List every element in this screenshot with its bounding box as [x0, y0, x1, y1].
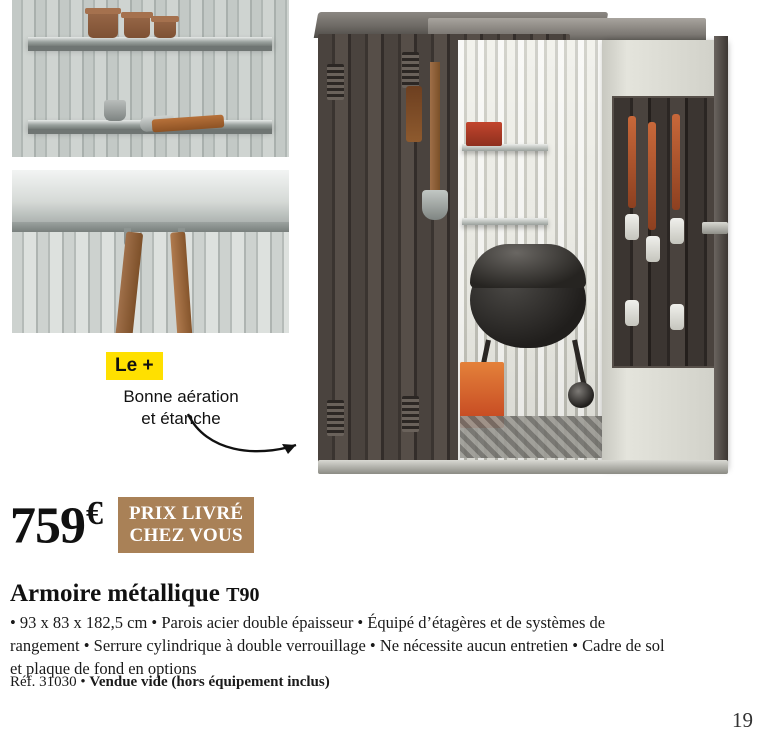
le-plus-badge: Le +: [106, 352, 163, 380]
reference-number: Réf. 31030 •: [10, 674, 90, 690]
price-block: [10, 494, 440, 556]
interior-spade-handle: [430, 62, 440, 192]
door-tool-clip: [646, 236, 660, 262]
barbecue-lid: [470, 244, 586, 288]
barbecue-wheel: [568, 382, 594, 408]
product-reference: [10, 674, 330, 691]
door-hanging-tool: [628, 116, 636, 208]
delivery-badge-line-2: CHEZ VOUS: [129, 524, 243, 546]
ventilation-grill-icon: [327, 64, 344, 100]
hanging-brush: [406, 86, 422, 142]
feature-callout: [106, 352, 316, 452]
door-tool-clip: [670, 218, 684, 244]
cabinet-base: [318, 460, 728, 474]
flower-pot: [88, 8, 118, 38]
page-number: 19: [732, 708, 753, 732]
metal-cup: [104, 100, 126, 121]
ventilation-grill-icon: [327, 400, 344, 436]
shelf-top-edge: [28, 46, 272, 51]
door-hanging-tool: [648, 122, 656, 230]
ventilation-grill-icon: [402, 396, 419, 432]
cabinet-ceiling: [12, 170, 289, 222]
currency-symbol: €: [86, 495, 102, 533]
product-model: T90: [226, 584, 260, 606]
price-amount: 759: [10, 497, 85, 555]
interior-spade-blade: [422, 190, 448, 220]
delivery-badge-line-1: PRIX LIVRÉ: [129, 503, 244, 525]
tool-rail: [12, 222, 289, 232]
door-handle: [702, 222, 728, 234]
product-description: • 93 x 83 x 182,5 cm • Parois acier double épaisseur • Équipé d’étagères et de systèmes de rangement • Serrure cylindrique à double verrouillage • Ne nécessite aucun entretien • Cadre de sol et plaque de fond en options: [10, 613, 665, 678]
door-tool-clip: [670, 304, 684, 330]
thumbnail-hanging-tools[interactable]: [12, 170, 289, 333]
flower-pot: [154, 16, 176, 38]
price-value: [10, 495, 102, 555]
reference-note: Vendue vide (hors équipement inclus): [89, 674, 330, 690]
thumbnail-shelf-with-pots[interactable]: [12, 0, 289, 157]
curved-arrow-icon: [184, 408, 314, 458]
interior-shelf: [462, 218, 548, 225]
ventilation-grill-icon: [402, 52, 419, 88]
delivery-badge: [118, 497, 254, 553]
product-title: [10, 580, 260, 608]
door-tool-clip: [625, 214, 639, 240]
door-hanging-tool: [672, 114, 680, 210]
stored-box: [466, 122, 502, 146]
floor-plate: [460, 416, 616, 458]
product-title-text: Armoire métallique: [10, 580, 220, 607]
callout-line-1: Bonne aération: [123, 387, 239, 406]
door-tool-clip: [625, 300, 639, 326]
flower-pot: [124, 12, 150, 38]
main-product-photo[interactable]: [310, 4, 760, 488]
shelf-top: [28, 37, 272, 46]
callout-line-2: et étanche: [141, 409, 221, 429]
door-outer-edge: [714, 36, 728, 472]
